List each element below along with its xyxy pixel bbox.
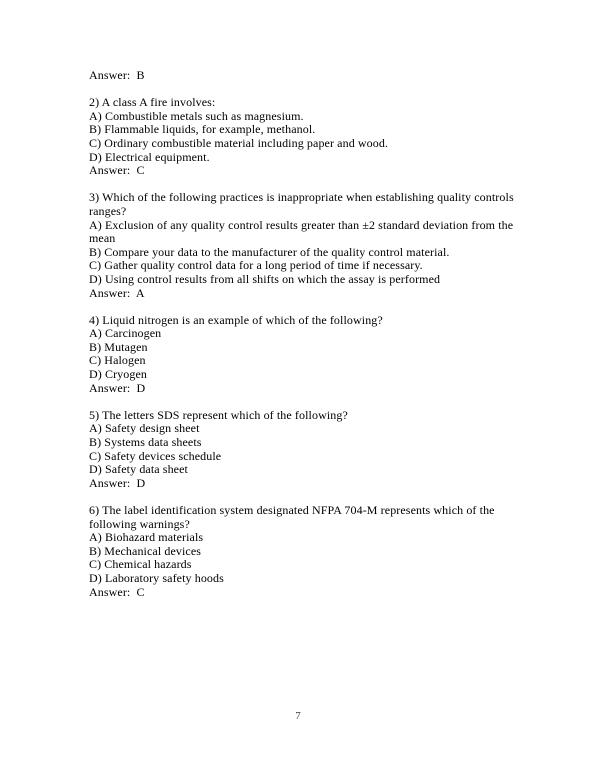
choice-line: A) Exclusion of any quality control results greater than ±2 standard deviation from the	[89, 217, 514, 232]
choice-line: A) Biohazard materials	[89, 530, 204, 545]
question-stem: 3) Which of the following practices is inappropriate when establishing quality controls	[89, 190, 514, 205]
answer-line: Answer: C	[89, 163, 145, 178]
question-3-block	[89, 191, 514, 300]
question-stem: 6) The label identification system designated NFPA 704-M represents which of the	[89, 503, 495, 517]
question-6-block	[89, 504, 514, 599]
choice-line: C) Chemical hazards	[89, 557, 192, 572]
page-footer	[0, 706, 596, 724]
choice-line: D) Electrical equipment.	[89, 149, 210, 164]
choice-line: B) Mechanical devices	[89, 543, 202, 558]
answer-line: Answer: B	[89, 68, 145, 82]
answer-line: Answer: C	[89, 584, 145, 599]
question-stem: 5) The letters SDS represent which of the following?	[89, 407, 348, 422]
choice-line: D) Cryogen	[89, 367, 147, 382]
choice-line: D) Using control results from all shifts on which the assay is performed	[89, 271, 441, 286]
question-stem: 2) A class A fire involves:	[89, 95, 216, 110]
question-stem: 4) Liquid nitrogen is an example of which of the following?	[89, 312, 383, 327]
choice-line: A) Combustible metals such as magnesium.	[89, 108, 304, 123]
continuation-line: following warnings?	[89, 516, 190, 531]
answer-line: Answer: D	[89, 380, 146, 395]
text-body	[89, 69, 514, 599]
choice-line: A) Carcinogen	[89, 326, 162, 341]
choice-line: B) Flammable liquids, for example, methanol.	[89, 122, 316, 137]
choice-line: A) Safety design sheet	[89, 421, 200, 436]
answer-previous-question-block	[89, 69, 514, 83]
choice-line: D) Laboratory safety hoods	[89, 570, 224, 585]
choice-line: B) Systems data sheets	[89, 435, 202, 450]
page-number: 7	[295, 710, 301, 722]
question-2-block	[89, 96, 514, 178]
answer-line: Answer: A	[89, 285, 145, 300]
choice-line: C) Gather quality control data for a long period of time if necessary.	[89, 258, 423, 273]
question-5-block	[89, 409, 514, 491]
choice-line: B) Mutagen	[89, 339, 148, 354]
continuation-line: ranges?	[89, 203, 127, 218]
choice-line: C) Ordinary combustible material including paper and wood.	[89, 135, 389, 150]
choice-line: D) Safety data sheet	[89, 462, 188, 477]
choice-line: B) Compare your data to the manufacturer of the quality control material.	[89, 244, 450, 259]
choice-line: C) Safety devices schedule	[89, 448, 222, 463]
answer-line: Answer: D	[89, 475, 146, 490]
choice-line: C) Halogen	[89, 353, 146, 368]
continuation-line: mean	[89, 231, 116, 246]
question-4-block	[89, 314, 514, 396]
